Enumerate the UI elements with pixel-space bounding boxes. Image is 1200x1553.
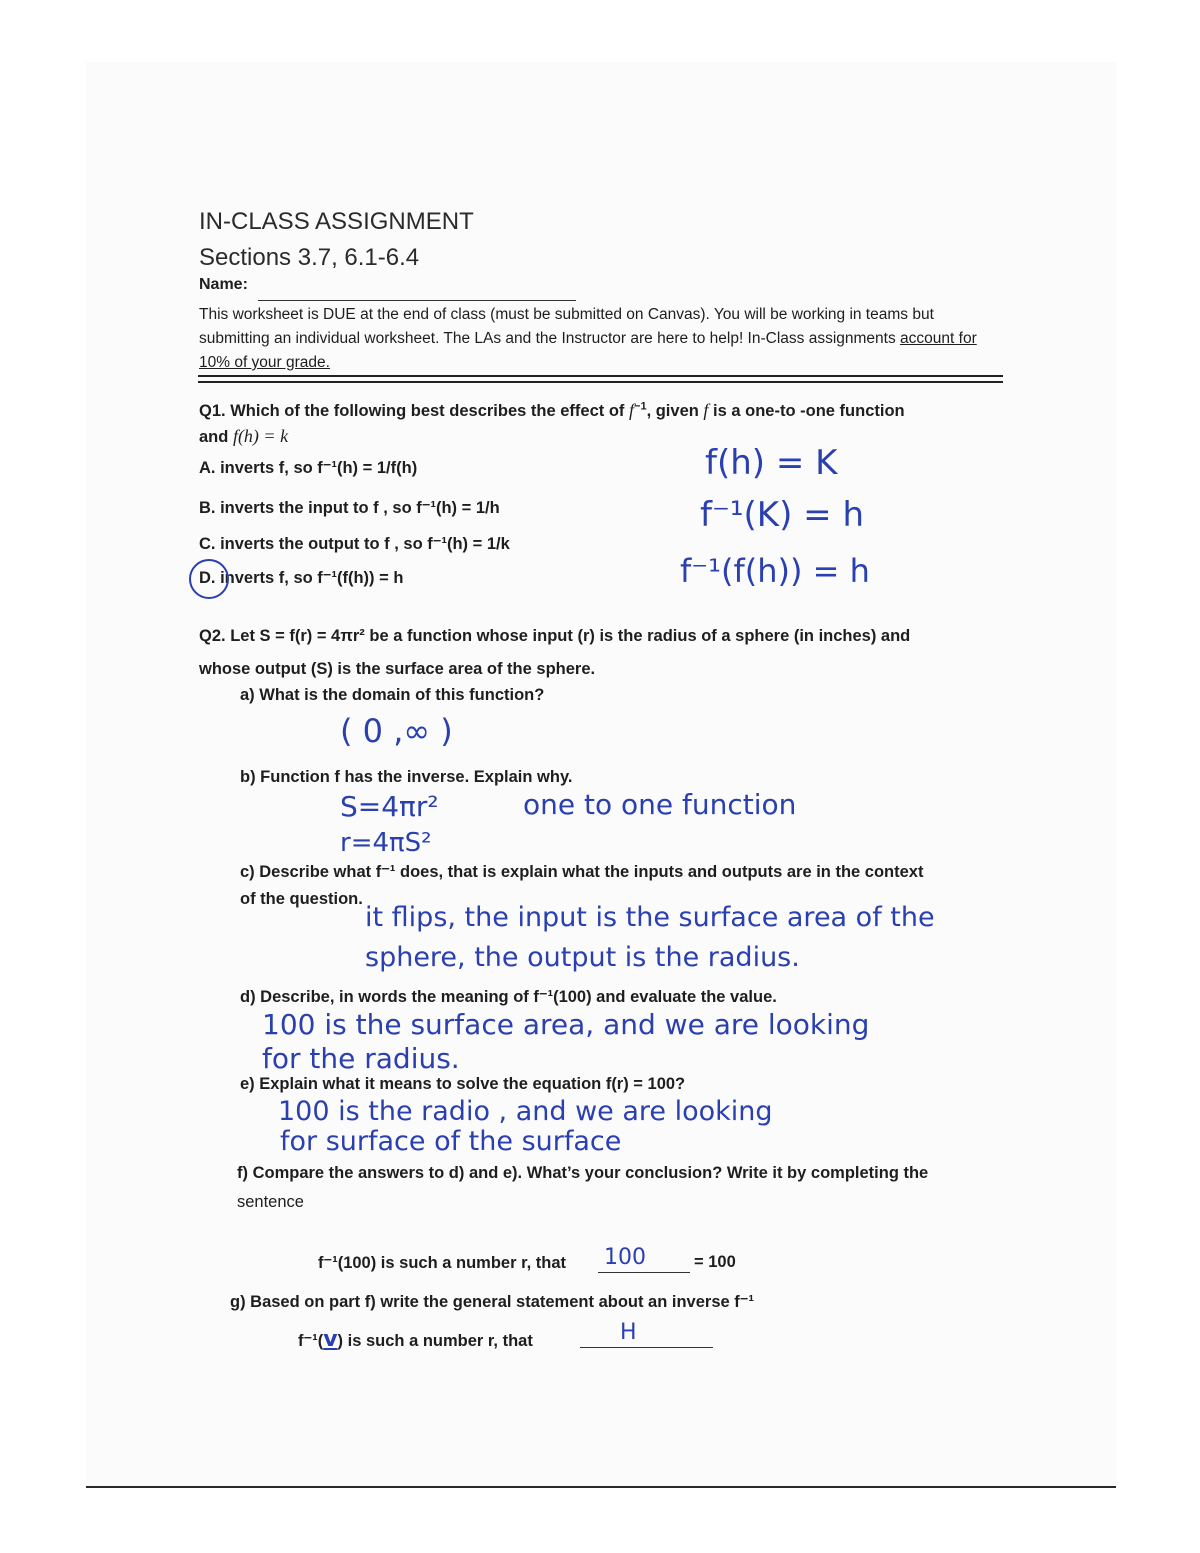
q1-stem-line1: Q1. Which of the following best describes the effect of $f^{-1}$, given f is a one-to -one function — [199, 400, 905, 420]
q1-option-d-letter: D. — [199, 569, 216, 587]
q2g-blank-line[interactable] — [580, 1347, 713, 1348]
sections-heading: Sections 3.7, 6.1-6.4 — [199, 244, 420, 271]
q1-option-a[interactable] — [199, 458, 417, 478]
intro-text-grade: account for 10% of your grade. — [199, 330, 977, 371]
q2-number: Q2. — [199, 627, 226, 645]
header-divider-double — [198, 381, 1003, 383]
q1-option-b[interactable] — [199, 498, 500, 518]
q2g-sentence — [298, 1327, 533, 1352]
q2-stem-text: Let S = f(r) = 4πr² be a function whose input (r) is the radius of a sphere (in inches) and — [230, 627, 911, 645]
q2f-question-line1: f) Compare the answers to d) and e). What’s your conclusion? Write it by completing the — [237, 1164, 929, 1182]
q2b-answer-inverse: r=4πS² — [340, 828, 432, 858]
q2e-question: e) Explain what it means to solve the equation f(r) = 100? — [240, 1075, 686, 1093]
q2c-question-line1: c) Describe what f⁻¹ does, that is explain what the inputs and outputs are in the context — [240, 863, 924, 881]
q1-option-c-letter: C. — [199, 535, 216, 553]
q1-option-c[interactable] — [199, 534, 510, 554]
assignment-title: IN-CLASS ASSIGNMENT — [199, 208, 474, 235]
q2-stem-line2: whose output (S) is the surface area of the sphere. — [199, 660, 596, 678]
q2f-sentence-start: f⁻¹(100) is such a number r, that — [318, 1254, 567, 1272]
q2d-question: d) Describe, in words the meaning of f⁻¹(100) and evaluate the value. — [240, 988, 777, 1006]
q1-handwritten-1: f(h) = K — [705, 443, 838, 483]
q1-option-c-text: inverts the output to f , so f⁻¹(h) = 1/k — [220, 535, 510, 553]
q2f-sentence-end: = 100 — [694, 1253, 736, 1271]
intro-text — [199, 303, 999, 375]
q2g-sentence-start: f⁻¹( — [298, 1332, 324, 1350]
q2d-answer-line2: for the radius. — [262, 1042, 460, 1075]
intro-text-main: This worksheet is DUE at the end of class (must be submitted on Canvas). You will be working in teams but submitting an individual worksheet. The LAs and the Instructor are here to help! In-Class assignments — [199, 306, 934, 347]
q1-stem-and: and — [199, 428, 229, 446]
q1-number: Q1. — [199, 402, 226, 420]
q1-stem-given: , given — [646, 402, 699, 420]
q1-stem-eq: f(h) = k — [232, 426, 289, 446]
q2c-answer-line2: sphere, the output is the radius. — [365, 942, 800, 973]
q2g-sentence-end: ) is such a number r, that — [337, 1332, 533, 1350]
q2e-answer-line1: 100 is the radio , and we are looking — [278, 1096, 773, 1127]
q2a-question: a) What is the domain of this function? — [240, 686, 545, 704]
q2b-question: b) Function f has the inverse. Explain why. — [240, 768, 573, 786]
q2d-answer-line1: 100 is the surface area, and we are looking — [262, 1008, 870, 1041]
q2b-answer-eq: S=4πr² — [340, 790, 439, 823]
header-divider — [198, 375, 1003, 377]
q2a-answer: ( 0 ,∞ ) — [340, 712, 453, 750]
q1-stem-f: f — [703, 400, 709, 420]
q2g-blank-inner: v — [323, 1327, 338, 1352]
q2g-question: g) Based on part f) write the general statement about an inverse f⁻¹ — [230, 1293, 754, 1311]
page-edge — [86, 1486, 1116, 1488]
q2f-question-line2: sentence — [237, 1193, 304, 1211]
q2f-blank-answer: 100 — [604, 1245, 646, 1270]
q2f-blank-line[interactable] — [598, 1272, 690, 1273]
q1-handwritten-3: f⁻¹(f(h)) = h — [680, 552, 870, 590]
q2c-answer-line1: it flips, the input is the surface area of the — [365, 902, 935, 933]
q2c-question-line2: of the question. — [240, 890, 363, 908]
q2b-answer-text: one to one function — [523, 788, 797, 821]
name-label: Name: — [199, 276, 248, 293]
q1-option-a-text: inverts f, so f⁻¹(h) = 1/f(h) — [220, 459, 418, 477]
q1-handwritten-2: f⁻¹(K) = h — [700, 495, 865, 535]
name-field-line[interactable] — [258, 300, 576, 301]
q1-stem-finv: f — [629, 400, 635, 420]
q2-stem-line1 — [199, 627, 910, 646]
q1-stem-onetoone: is a one-to -one function — [713, 402, 905, 420]
q2e-answer-line2: for surface of the surface — [280, 1126, 622, 1157]
q1-stem-line2 — [199, 426, 288, 447]
q1-option-b-letter: B. — [199, 499, 216, 517]
q1-option-d-text: inverts f, so f⁻¹(f(h)) = h — [220, 569, 404, 587]
q1-stem-text: Which of the following best describes the effect of — [230, 402, 625, 420]
q1-option-b-text: inverts the input to f , so f⁻¹(h) = 1/h — [220, 499, 500, 517]
q2g-blank-answer: H — [620, 1320, 637, 1345]
answer-circle-icon — [189, 559, 229, 599]
q1-option-d[interactable] — [199, 568, 403, 588]
q1-option-a-letter: A. — [199, 459, 216, 477]
